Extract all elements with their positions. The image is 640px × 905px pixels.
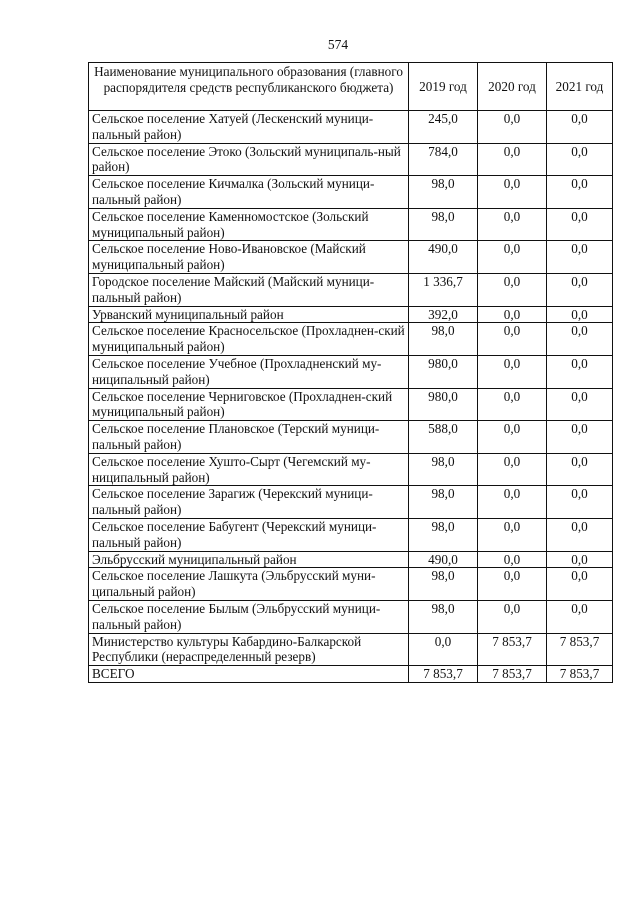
municipality-name: Урванский муниципальный район <box>89 306 409 323</box>
amount-2019: 98,0 <box>409 176 478 209</box>
table-row <box>89 355 613 388</box>
budget-table <box>88 62 613 683</box>
amount-2021: 0,0 <box>547 600 613 633</box>
municipality-name: Сельское поселение Хатуей (Лескенский муници-пальный район) <box>89 111 409 144</box>
table-row <box>89 633 613 666</box>
table-row <box>89 421 613 454</box>
municipality-name: Министерство культуры Кабардино-Балкарской Республики (нераспределенный резерв) <box>89 633 409 666</box>
table-row <box>89 208 613 241</box>
municipality-name: Сельское поселение Кичмалка (Зольский муници-пальный район) <box>89 176 409 209</box>
amount-2019: 98,0 <box>409 600 478 633</box>
municipality-name: Сельское поселение Ново-Ивановское (Майский муниципальный район) <box>89 241 409 274</box>
amount-2019: 490,0 <box>409 241 478 274</box>
amount-2019: 98,0 <box>409 208 478 241</box>
amount-2021: 0,0 <box>547 273 613 306</box>
table-row <box>89 568 613 601</box>
amount-2020: 0,0 <box>478 486 547 519</box>
municipality-name: Сельское поселение Каменномостское (Зольский муниципальный район) <box>89 208 409 241</box>
table-row <box>89 306 613 323</box>
amount-2020: 0,0 <box>478 143 547 176</box>
header-municipality: Наименование муниципального образования (главного распорядителя средств республиканского бюджета) <box>89 63 409 111</box>
amount-2019: 980,0 <box>409 388 478 421</box>
amount-2021: 0,0 <box>547 111 613 144</box>
table-row <box>89 241 613 274</box>
amount-2021: 0,0 <box>547 323 613 356</box>
total-label: ВСЕГО <box>89 666 409 683</box>
amount-2019: 784,0 <box>409 143 478 176</box>
page-number: 574 <box>327 37 349 52</box>
table-row <box>89 143 613 176</box>
amount-2021: 0,0 <box>547 241 613 274</box>
municipality-name: Сельское поселение Плановское (Терский муници-пальный район) <box>89 421 409 454</box>
table-row <box>89 600 613 633</box>
table-row <box>89 551 613 568</box>
amount-2019: 490,0 <box>409 551 478 568</box>
municipality-name: Сельское поселение Былым (Эльбрусский муници-пальный район) <box>89 600 409 633</box>
amount-2019: 392,0 <box>409 306 478 323</box>
amount-2019: 98,0 <box>409 486 478 519</box>
amount-2021: 0,0 <box>547 208 613 241</box>
amount-2021: 0,0 <box>547 453 613 486</box>
table-row <box>89 518 613 551</box>
amount-2020: 0,0 <box>478 453 547 486</box>
total-amount-2019: 7 853,7 <box>409 666 478 683</box>
municipality-name: Сельское поселение Лашкута (Эльбрусский муни-ципальный район) <box>89 568 409 601</box>
amount-2021: 0,0 <box>547 486 613 519</box>
amount-2021: 0,0 <box>547 176 613 209</box>
amount-2019: 98,0 <box>409 453 478 486</box>
amount-2020: 0,0 <box>478 518 547 551</box>
municipality-name: Сельское поселение Этоко (Зольский муниципаль-ный район) <box>89 143 409 176</box>
amount-2020: 0,0 <box>478 176 547 209</box>
amount-2021: 0,0 <box>547 388 613 421</box>
municipality-name: Сельское поселение Хушто-Сырт (Чегемский му-ниципальный район) <box>89 453 409 486</box>
amount-2020: 0,0 <box>478 273 547 306</box>
amount-2019: 980,0 <box>409 355 478 388</box>
amount-2019: 98,0 <box>409 518 478 551</box>
amount-2021: 0,0 <box>547 551 613 568</box>
municipality-name: Сельское поселение Учебное (Прохладненский му-ниципальный район) <box>89 355 409 388</box>
amount-2020: 0,0 <box>478 568 547 601</box>
amount-2019: 1 336,7 <box>409 273 478 306</box>
municipality-name: Сельское поселение Черниговское (Прохладнен-ский муниципальный район) <box>89 388 409 421</box>
amount-2019: 0,0 <box>409 633 478 666</box>
table-row <box>89 453 613 486</box>
table-row <box>89 176 613 209</box>
amount-2020: 0,0 <box>478 388 547 421</box>
amount-2021: 0,0 <box>547 421 613 454</box>
total-amount-2020: 7 853,7 <box>478 666 547 683</box>
amount-2019: 98,0 <box>409 323 478 356</box>
table-row <box>89 273 613 306</box>
total-row <box>89 666 613 683</box>
table-header-row <box>89 63 613 111</box>
amount-2020: 0,0 <box>478 323 547 356</box>
table-row <box>89 111 613 144</box>
amount-2020: 0,0 <box>478 355 547 388</box>
amount-2020: 0,0 <box>478 111 547 144</box>
municipality-name: Сельское поселение Бабугент (Черекский муници-пальный район) <box>89 518 409 551</box>
table-row <box>89 323 613 356</box>
amount-2021: 0,0 <box>547 355 613 388</box>
amount-2019: 245,0 <box>409 111 478 144</box>
header-year-2019: 2019 год <box>409 63 478 111</box>
amount-2021: 0,0 <box>547 518 613 551</box>
table-body <box>89 111 613 683</box>
amount-2021: 0,0 <box>547 143 613 176</box>
amount-2020: 0,0 <box>478 551 547 568</box>
amount-2020: 0,0 <box>478 600 547 633</box>
amount-2020: 0,0 <box>478 306 547 323</box>
table-row <box>89 388 613 421</box>
amount-2020: 0,0 <box>478 208 547 241</box>
municipality-name: Сельское поселение Зарагиж (Черекский муници-пальный район) <box>89 486 409 519</box>
municipality-name: Городское поселение Майский (Майский муници-пальный район) <box>89 273 409 306</box>
amount-2021: 0,0 <box>547 568 613 601</box>
amount-2021: 0,0 <box>547 306 613 323</box>
amount-2019: 588,0 <box>409 421 478 454</box>
amount-2020: 0,0 <box>478 421 547 454</box>
municipality-name: Сельское поселение Красносельское (Прохладнен-ский муниципальный район) <box>89 323 409 356</box>
header-year-2021: 2021 год <box>547 63 613 111</box>
header-year-2020: 2020 год <box>478 63 547 111</box>
amount-2020: 0,0 <box>478 241 547 274</box>
amount-2021: 7 853,7 <box>547 633 613 666</box>
municipality-name: Эльбрусский муниципальный район <box>89 551 409 568</box>
table-row <box>89 486 613 519</box>
amount-2019: 98,0 <box>409 568 478 601</box>
total-amount-2021: 7 853,7 <box>547 666 613 683</box>
amount-2020: 7 853,7 <box>478 633 547 666</box>
